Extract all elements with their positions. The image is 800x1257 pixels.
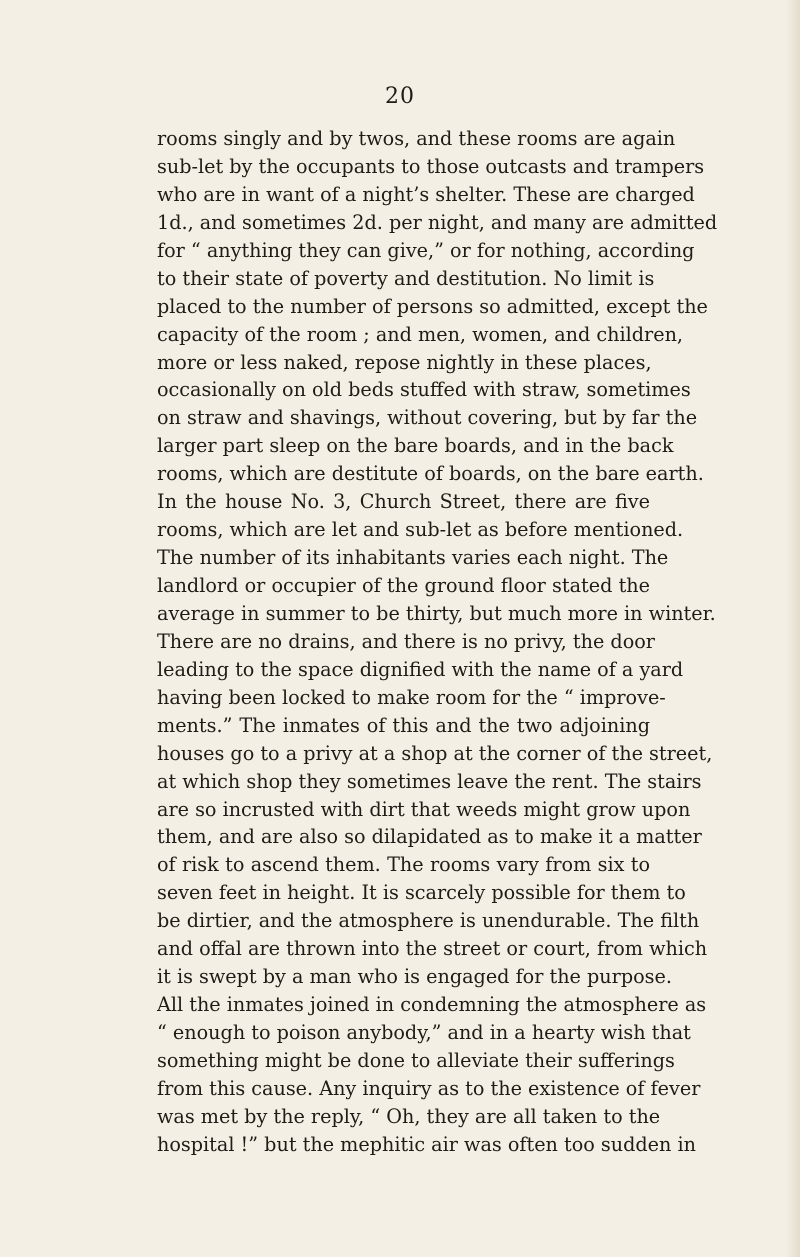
page-number: 20 bbox=[385, 84, 415, 109]
text-line: rooms singly and by twos, and these rooms are again bbox=[157, 127, 676, 150]
text-line: sub-let by the occupants to those outcasts and trampers bbox=[157, 154, 705, 178]
text-line: and offal are thrown into the street or court, from which bbox=[157, 937, 708, 961]
text-line: average in summer to be thirty, but much more in winter. bbox=[157, 601, 716, 625]
page-edge-shadow bbox=[786, 0, 800, 1257]
text-line: who are in want of a night’s shelter. These are charged bbox=[157, 182, 695, 206]
text-line: to their state of poverty and destitution. No limit is bbox=[157, 266, 655, 290]
text-line: hospital !” but the mephitic air was often too sudden in bbox=[157, 1132, 696, 1156]
text-line: 1d., and sometimes 2d. per night, and many are admitted bbox=[157, 210, 718, 234]
text-line: was met by the reply, “ Oh, they are all taken to the bbox=[157, 1104, 661, 1128]
text-line: larger part sleep on the bare boards, and in the back bbox=[157, 434, 674, 458]
text-line: from this cause. Any inquiry as to the existence of fever bbox=[157, 1076, 701, 1100]
text-line: All the inmates joined in condemning the atmosphere as bbox=[157, 993, 707, 1017]
text-line: The number of its inhabitants varies each night. The bbox=[157, 546, 669, 570]
text-line: them, and are also so dilapidated as to make it a matter bbox=[157, 825, 702, 849]
text-line: landlord or occupier of the ground floor stated the bbox=[157, 574, 650, 597]
text-line: houses go to a privy at a shop at the corner of the street, bbox=[157, 741, 713, 765]
text-line: having been locked to make room for the “ improve- bbox=[157, 685, 666, 709]
text-line: for “ anything they can give,” or for nothing, according bbox=[157, 238, 695, 262]
text-line: on straw and shavings, without covering, but by far the bbox=[157, 406, 698, 430]
text-line: placed to the number of persons so admitted, except the bbox=[157, 294, 708, 318]
text-line: of risk to ascend them. The rooms vary from six to bbox=[157, 853, 650, 877]
text-line: it is swept by a man who is engaged for the purpose. bbox=[157, 965, 672, 989]
text-line: “ enough to poison anybody,” and in a hearty wish that bbox=[157, 1021, 691, 1044]
text-line: ments.” The inmates of this and the two adjoining bbox=[157, 713, 650, 737]
text-line: more or less naked, repose nightly in these places, bbox=[157, 350, 652, 374]
body-text bbox=[157, 125, 718, 1159]
text-line: rooms, which are let and sub-let as before mentioned. bbox=[157, 518, 684, 542]
text-line: rooms, which are destitute of boards, on the bare earth. bbox=[157, 462, 704, 486]
text-line: at which shop they sometimes leave the rent. The stairs bbox=[157, 769, 702, 793]
text-line: seven feet in height. It is scarcely possible for them to bbox=[157, 881, 686, 905]
text-line: occasionally on old beds stuffed with straw, sometimes bbox=[157, 378, 691, 402]
text-line: are so incrusted with dirt that weeds might grow upon bbox=[157, 797, 691, 821]
text-line: There are no drains, and there is no privy, the door bbox=[157, 629, 655, 653]
text-line: be dirtier, and the atmosphere is unendurable. The filth bbox=[157, 909, 700, 933]
text-line: something might be done to alleviate their sufferings bbox=[157, 1048, 675, 1072]
text-line: In the house No. 3, Church Street, there are five bbox=[157, 490, 650, 514]
text-line: capacity of the room ; and men, women, and children, bbox=[157, 322, 684, 346]
text-line: leading to the space dignified with the name of a yard bbox=[157, 657, 684, 681]
